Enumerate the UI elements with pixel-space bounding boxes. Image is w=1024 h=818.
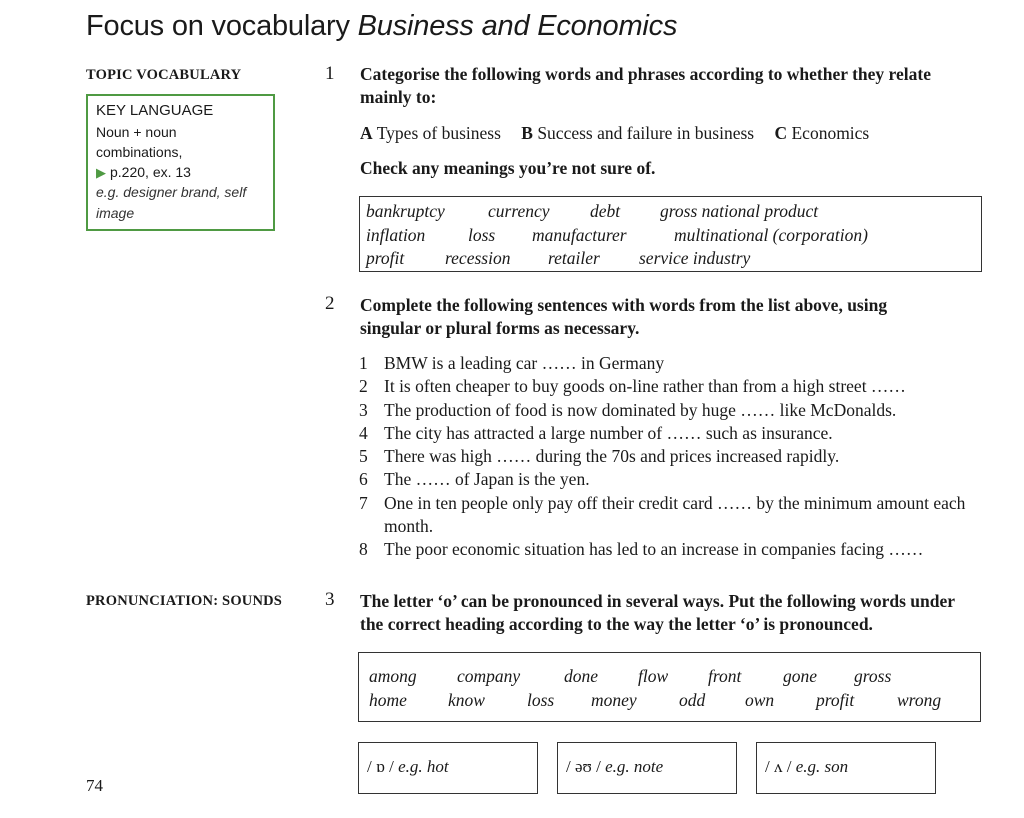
sound-heading-box xyxy=(756,742,936,794)
reference-text: p.220, ex. 13 xyxy=(110,164,191,180)
phonetic-symbol: / əʊ / xyxy=(566,757,601,776)
pronunciation-word-box xyxy=(358,652,981,722)
pron-word: know xyxy=(448,690,485,710)
list-item: 3 The production of food is now dominated by huge …… like McDonalds. xyxy=(359,399,897,420)
instruction-line: the correct heading according to the way the letter ‘o’ is pronounced. xyxy=(360,614,873,634)
pron-word: own xyxy=(745,690,775,710)
instruction-line: Complete the following sentences with words from the list above, using xyxy=(360,295,888,315)
key-language-line: combinations, xyxy=(96,144,183,160)
title-subtitle: Business and Economics xyxy=(357,10,678,42)
vocab-word: manufacturer xyxy=(532,225,627,245)
vocab-word: bankruptcy xyxy=(366,201,445,221)
instruction-line: singular or plural forms as necessary. xyxy=(360,318,640,338)
pron-word: gross xyxy=(854,666,892,686)
pron-word: front xyxy=(708,666,742,686)
pron-word: flow xyxy=(638,666,669,686)
pron-word: profit xyxy=(816,690,855,710)
sound-example: e.g. son xyxy=(795,757,849,776)
check-meanings: Check any meanings you’re not sure of. xyxy=(360,158,656,178)
pron-word: wrong xyxy=(897,690,942,710)
list-item: 1 BMW is a leading car …… in Germany xyxy=(359,353,665,373)
key-language-example: e.g. designer brand, self xyxy=(96,184,247,200)
key-language-reference xyxy=(96,164,265,181)
sentence-list xyxy=(359,352,999,562)
sound-example: e.g. note xyxy=(605,757,664,776)
category-c: C Economics xyxy=(774,123,870,143)
key-language-line: Noun + noun xyxy=(96,124,177,140)
list-item: 6 The …… of Japan is the yen. xyxy=(359,469,590,490)
instruction-line: The letter ‘o’ can be pronounced in several ways. Put the following words under xyxy=(360,591,955,611)
list-item: 4 The city has attracted a large number of …… such as insurance. xyxy=(359,422,833,443)
exercise-number: 3 xyxy=(325,589,335,610)
vocab-word: gross national product xyxy=(660,201,819,221)
key-language-example: image xyxy=(96,205,135,221)
vocab-word: multinational (corporation) xyxy=(674,225,868,245)
phonetic-symbol: / ʌ / xyxy=(765,757,792,776)
exercise-3-instruction xyxy=(360,590,985,636)
pron-word: company xyxy=(457,666,521,686)
vocab-word: loss xyxy=(468,225,496,245)
exercise-1-instruction xyxy=(360,63,985,109)
exercise-number: 2 xyxy=(325,293,335,314)
vocab-word: inflation xyxy=(366,225,426,245)
page-number: 74 xyxy=(86,776,103,795)
key-language-box xyxy=(86,94,275,231)
exercise-2-instruction xyxy=(360,294,985,340)
vocabulary-word-box xyxy=(359,196,982,272)
vocab-word: currency xyxy=(488,201,550,221)
vocab-word: service industry xyxy=(639,248,751,268)
pron-word: gone xyxy=(783,666,818,686)
pron-word: home xyxy=(369,690,407,710)
sound-example: e.g. hot xyxy=(398,757,449,776)
instruction-line: Categorise the following words and phrases according to whether they relate xyxy=(360,64,931,84)
pron-word: done xyxy=(564,666,599,686)
category-a: A Types of business xyxy=(360,123,501,143)
exercise-number: 1 xyxy=(325,63,335,84)
instruction-line: mainly to: xyxy=(360,87,437,107)
vocab-word: debt xyxy=(590,201,621,221)
sound-heading-box xyxy=(557,742,737,794)
pron-word: odd xyxy=(679,690,706,710)
list-item: 7 One in ten people only pay off their credit card …… by the minimum amount each month. xyxy=(359,492,966,537)
pron-word: loss xyxy=(527,690,555,710)
list-item: 2 It is often cheaper to buy goods on-line rather than from a high street …… xyxy=(359,376,906,397)
vocab-word: recession xyxy=(445,248,511,268)
vocab-word: profit xyxy=(366,248,405,268)
category-list xyxy=(360,123,869,144)
category-b: B Success and failure in business xyxy=(521,123,755,143)
topic-vocabulary-label: TOPIC VOCABULARY xyxy=(86,67,242,83)
list-item: 8 The poor economic situation has led to an increase in companies facing …… xyxy=(359,539,924,560)
pron-word: among xyxy=(369,666,417,686)
pronunciation-label: PRONUNCIATION: SOUNDS xyxy=(86,593,283,609)
phonetic-symbol: / ɒ / xyxy=(367,757,394,776)
vocab-word: retailer xyxy=(548,248,600,268)
key-language-heading: KEY LANGUAGE xyxy=(96,102,214,119)
sound-heading-box xyxy=(358,742,538,794)
pron-word: money xyxy=(591,690,637,710)
list-item: 5 There was high …… during the 70s and prices increased rapidly. xyxy=(359,446,840,467)
play-triangle-icon: ▶ xyxy=(96,165,106,180)
page-title xyxy=(86,10,677,43)
title-main: Focus on vocabulary xyxy=(86,10,350,42)
